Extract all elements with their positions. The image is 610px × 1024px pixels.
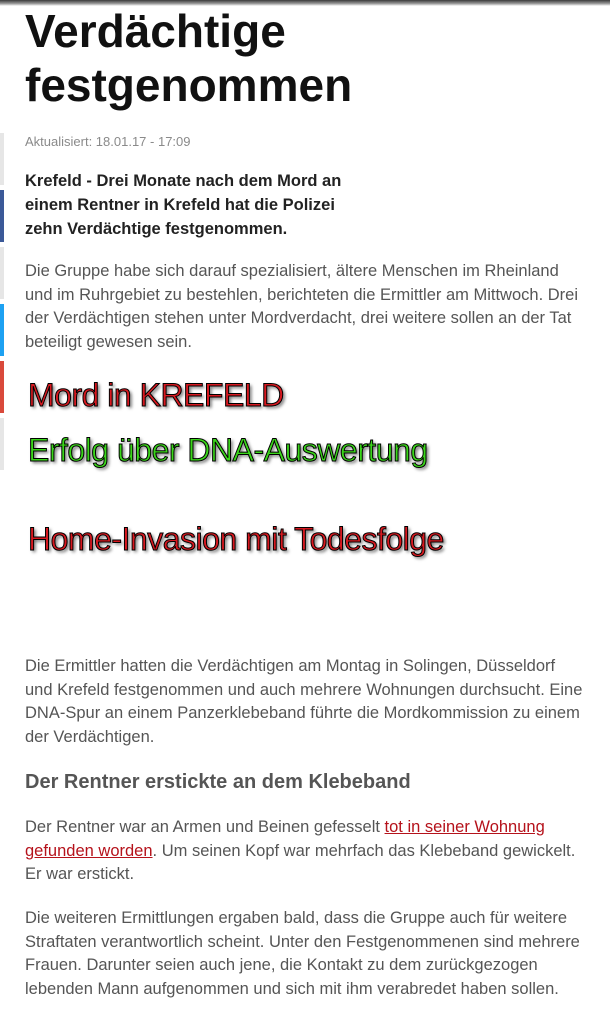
inline-article-link[interactable]: tot in seiner Wohnung gefunden worden <box>25 818 545 860</box>
overlay-caption-2: Erfolg über DNA-Auswertung <box>28 432 428 468</box>
article-paragraph-3 <box>25 816 585 887</box>
paragraph-3-text-end: . Um seinen Kopf war mehrfach das Klebeband gewickelt. Er war erstickt. <box>25 841 576 883</box>
share-facebook-tab[interactable] <box>0 190 4 242</box>
article-paragraph-2: Die Ermittler hatten die Verdächtigen am Montag in Solingen, Düsseldorf und Krefeld festgenommen und auch mehrere Wohnungen durchsucht. Eine DNA-Spur an einem Panzerklebeband führte die Mordkommission zu einem der Verdächtigen. <box>25 657 583 746</box>
article-subheading: Der Rentner erstickte an dem Klebeband <box>25 771 411 793</box>
article-paragraph-4: Die weiteren Ermittlungen ergaben bald, dass die Gruppe auch für weitere Straftaten verantwortlich scheint. Unter den Festgenommenen sind mehrere Frauen. Darunter seien auch jene, die Kontakt zu dem zurückgezogen lebenden Mann aufgenommen und sich mit ihm verabredet haben sollen. <box>25 909 580 998</box>
article-paragraph-1: Die Gruppe habe sich darauf spezialisiert, ältere Menschen im Rheinland und im Ruhrgebiet zu bestehlen, berichteten die Ermittler am Mittwoch. Drei der Verdächtigen stehen unter Mordverdacht, drei weitere sollen an der Tat beteiligt gewesen sein. <box>25 262 578 351</box>
share-tab[interactable] <box>0 133 4 185</box>
paragraph-3-text-start: Der Rentner war an Armen und Beinen gefesselt <box>25 818 385 836</box>
overlay-caption-3: Home-Invasion mit Todesfolge <box>28 521 444 557</box>
article-lead: Krefeld - Drei Monate nach dem Mord an einem Rentner in Krefeld hat die Polizei zehn Verdächtige festgenommen. <box>25 172 342 238</box>
share-twitter-tab[interactable] <box>0 304 4 356</box>
article-title: Verdächtige festgenommen <box>25 5 353 111</box>
updated-timestamp: Aktualisiert: 18.01.17 - 17:09 <box>25 134 191 149</box>
overlay-caption-1: Mord in KREFELD <box>28 377 284 413</box>
share-tab[interactable] <box>0 418 4 470</box>
share-tab[interactable] <box>0 247 4 299</box>
share-google-tab[interactable] <box>0 361 4 413</box>
